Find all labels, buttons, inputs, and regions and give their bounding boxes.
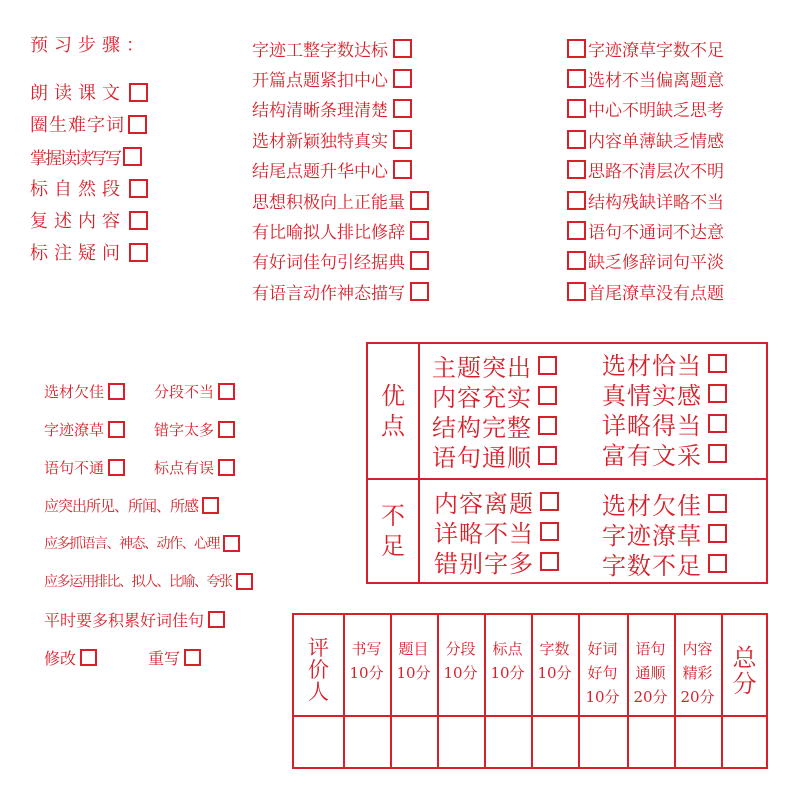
- score-column-header-text: 标点: [492, 640, 523, 658]
- shortcomings-left: [434, 486, 559, 576]
- evaluator-header-text: 评: [308, 636, 329, 660]
- merit-item: 主题突出: [432, 353, 532, 382]
- weakness-item: [567, 246, 724, 276]
- evaluator-header-text: 人: [308, 680, 329, 704]
- strength-item: [252, 155, 429, 185]
- score-column-header: [390, 615, 437, 715]
- checkbox[interactable]: [567, 251, 586, 270]
- score-table: [292, 613, 768, 769]
- weakness-item: [567, 215, 724, 245]
- shortcoming-label-char: 不: [381, 502, 405, 530]
- weakness-label: 语句不通词不达意: [588, 223, 724, 244]
- score-input-cell[interactable]: [437, 717, 484, 767]
- merit-label-char: 优: [381, 382, 405, 410]
- score-column-header-text: 语句: [635, 640, 666, 658]
- score-column-header-text: 内容: [682, 640, 713, 658]
- strength-label: 有好词佳句引经据典: [252, 253, 405, 274]
- strength-item: [252, 124, 429, 154]
- score-column-header: [484, 615, 531, 715]
- checklist-label: 字迹潦草: [44, 420, 105, 439]
- points-value: 20分: [680, 688, 715, 706]
- total-header: [721, 615, 768, 715]
- weakness-item: [567, 155, 724, 185]
- preview-item-label: 复述内容: [30, 211, 126, 232]
- points-value: 10分: [349, 664, 384, 682]
- merit-item: 详略得当: [602, 411, 702, 440]
- preview-item-label: 圈生难字词: [30, 115, 125, 136]
- shortcoming-label: [368, 480, 418, 582]
- checkbox[interactable]: [236, 573, 253, 590]
- strength-item: [252, 215, 429, 245]
- strength-item: [252, 276, 429, 306]
- checkbox[interactable]: [410, 251, 429, 270]
- checkbox[interactable]: [540, 492, 559, 511]
- strength-label: 思想积极向上正能量: [252, 192, 405, 213]
- checklist-pair: [44, 372, 253, 410]
- score-column-header-text: 通顺: [635, 664, 666, 682]
- weakness-label: 内容单薄缺乏情感: [588, 131, 724, 152]
- strength-label: 有语言动作神态描写: [252, 283, 405, 304]
- points-value: 20分: [633, 688, 668, 706]
- evaluator-header-text: 价: [308, 658, 329, 682]
- checklist-item: [44, 486, 253, 524]
- checkbox[interactable]: [129, 83, 148, 102]
- total-header-text: 总: [732, 644, 757, 672]
- score-input-cell[interactable]: [578, 717, 627, 767]
- points-value: 10分: [537, 664, 572, 682]
- checkbox[interactable]: [80, 649, 97, 666]
- checklist-label: 平时要多积累好词佳句: [44, 610, 205, 630]
- checkbox[interactable]: [708, 414, 727, 433]
- weakness-item: [567, 63, 724, 93]
- score-input-cell[interactable]: [674, 717, 721, 767]
- checkbox[interactable]: [567, 160, 586, 179]
- evaluator-header: [294, 615, 343, 715]
- preview-item-label: 标注疑问: [30, 243, 126, 264]
- strength-item: [252, 185, 429, 215]
- checkbox[interactable]: [128, 115, 147, 134]
- checkbox[interactable]: [410, 221, 429, 240]
- checkbox[interactable]: [538, 446, 557, 465]
- score-input-cell[interactable]: [343, 717, 390, 767]
- strength-item: [252, 33, 429, 63]
- checklist-item: [44, 562, 253, 600]
- merit-item: 语句通顺: [432, 443, 532, 472]
- checkbox[interactable]: [708, 524, 727, 543]
- checkbox[interactable]: [567, 39, 586, 58]
- preview-title: 预习步骤：: [30, 35, 150, 56]
- shortcoming-item: 详略不当: [434, 519, 534, 548]
- revision-checklist-stamp: [44, 372, 253, 676]
- score-column-header-text: 字数: [539, 640, 570, 658]
- checkbox[interactable]: [708, 444, 727, 463]
- merit-label: [368, 344, 418, 478]
- checkbox[interactable]: [410, 191, 429, 210]
- strength-item: [252, 246, 429, 276]
- merit-item: 真情实感: [602, 381, 702, 410]
- checkbox[interactable]: [540, 552, 559, 571]
- checkbox[interactable]: [108, 421, 125, 438]
- checklist-item: [44, 524, 253, 562]
- score-column-header-text: 分段: [445, 640, 476, 658]
- checklist-label: 分段不当: [154, 382, 215, 401]
- shortcoming-item: 错别字多: [434, 549, 534, 578]
- preview-steps-stamp: [30, 34, 230, 272]
- checkbox[interactable]: [708, 354, 727, 373]
- checklist-label: 标点有误: [154, 458, 215, 477]
- score-column-header: [531, 615, 578, 715]
- weakness-label: 首尾潦草没有点题: [588, 283, 724, 304]
- checkbox[interactable]: [567, 99, 586, 118]
- checkbox[interactable]: [208, 611, 225, 628]
- weakness-label: 结构残缺详略不当: [588, 192, 724, 213]
- weakness-label: 中心不明缺乏思考: [588, 101, 724, 122]
- score-column-header: [343, 615, 390, 715]
- checkbox[interactable]: [708, 384, 727, 403]
- shortcoming-item: 内容离题: [434, 489, 534, 518]
- score-input-cell[interactable]: [484, 717, 531, 767]
- merit-item: 结构完整: [432, 413, 532, 442]
- checkbox[interactable]: [108, 459, 125, 476]
- strength-label: 开篇点题紧扣中心: [252, 71, 388, 92]
- score-column-header: [627, 615, 674, 715]
- points-value: 10分: [490, 664, 525, 682]
- strength-label: 结构清晰条理清楚: [252, 101, 388, 122]
- checkbox[interactable]: [567, 130, 586, 149]
- checklist-pair: [44, 638, 253, 676]
- checkbox[interactable]: [184, 649, 201, 666]
- evaluator-signature-cell[interactable]: [294, 717, 343, 767]
- score-column-header: [578, 615, 627, 715]
- weakness-item: [567, 185, 724, 215]
- preview-item: [30, 232, 230, 272]
- merits-left: [432, 350, 557, 470]
- checklist-item: [44, 600, 253, 638]
- checklist-label: 选材欠佳: [44, 382, 105, 401]
- checkbox[interactable]: [129, 211, 148, 230]
- weakness-label: 选材不当偏离题意: [588, 71, 724, 92]
- checkbox[interactable]: [218, 383, 235, 400]
- score-column-header-text: 书写: [351, 640, 382, 658]
- points-value: 10分: [396, 664, 431, 682]
- strengths-stamp: [252, 33, 429, 307]
- shortcoming-label-char: 足: [381, 532, 405, 560]
- merit-label-char: 点: [381, 412, 405, 440]
- score-column-header-text: 好词: [587, 640, 618, 658]
- strength-label: 结尾点题升华中心: [252, 162, 388, 183]
- checkbox[interactable]: [393, 99, 412, 118]
- checklist-label: 重写: [148, 648, 181, 668]
- checklist-label: 错字太多: [154, 420, 215, 439]
- checkbox[interactable]: [538, 356, 557, 375]
- checkbox[interactable]: [567, 282, 586, 301]
- merit-item: 内容充实: [432, 383, 532, 412]
- shortcomings-right: [602, 488, 727, 578]
- strength-label: 有比喻拟人排比修辞: [252, 223, 405, 244]
- score-column-header: [674, 615, 721, 715]
- weaknesses-stamp: [567, 33, 724, 307]
- checkbox[interactable]: [218, 459, 235, 476]
- checkbox[interactable]: [567, 69, 586, 88]
- score-input-cell[interactable]: [627, 717, 674, 767]
- checkbox[interactable]: [708, 554, 727, 573]
- checkbox[interactable]: [129, 243, 148, 262]
- divider: [418, 344, 420, 582]
- preview-item-label: 朗读课文: [30, 83, 126, 104]
- weakness-label: 缺乏修辞词句平淡: [588, 253, 724, 274]
- checkbox[interactable]: [129, 179, 148, 198]
- checkbox[interactable]: [223, 535, 240, 552]
- checkbox[interactable]: [108, 383, 125, 400]
- checkbox[interactable]: [202, 497, 219, 514]
- checkbox[interactable]: [538, 416, 557, 435]
- checkbox[interactable]: [393, 39, 412, 58]
- points-value: 10分: [443, 664, 478, 682]
- checklist-pair: [44, 410, 253, 448]
- checkbox[interactable]: [393, 160, 412, 179]
- weakness-item: [567, 276, 724, 306]
- strength-label: 选材新颖独特真实: [252, 131, 388, 152]
- total-header-text: 分: [732, 670, 757, 698]
- checkbox[interactable]: [410, 282, 429, 301]
- checklist-label: 修改: [44, 648, 77, 668]
- divider: [368, 478, 766, 480]
- strength-label: 字迹工整字数达标: [252, 40, 388, 61]
- evaluation-box: [366, 342, 768, 584]
- merit-item: 富有文采: [602, 441, 702, 470]
- shortcoming-item: 字迹潦草: [602, 521, 702, 550]
- shortcoming-item: 选材欠佳: [602, 491, 702, 520]
- merits-right: [602, 348, 727, 468]
- checklist-label: 应突出所见、所闻、所感: [44, 496, 199, 515]
- score-column-header-text: 好句: [587, 664, 618, 682]
- preview-item-label: 掌握读读写写: [30, 148, 120, 169]
- weakness-label: 思路不清层次不明: [588, 162, 724, 183]
- checkbox[interactable]: [567, 221, 586, 240]
- score-input-cell[interactable]: [531, 717, 578, 767]
- strength-item: [252, 63, 429, 93]
- checklist-label: 应多抓语言、神态、动作、心理: [44, 536, 219, 552]
- weakness-item: [567, 94, 724, 124]
- checkbox[interactable]: [393, 130, 412, 149]
- checkbox[interactable]: [708, 494, 727, 513]
- checklist-label: 语句不通: [44, 458, 105, 477]
- score-column-header-text: 题目: [398, 640, 429, 658]
- checklist-pair: [44, 448, 253, 486]
- checklist-label: 应多运用排比、拟人、比喻、夸张: [44, 574, 232, 590]
- shortcoming-item: 字数不足: [602, 551, 702, 580]
- total-score-cell[interactable]: [721, 717, 768, 767]
- score-column-header: [437, 615, 484, 715]
- checkbox[interactable]: [538, 386, 557, 405]
- weakness-item: [567, 124, 724, 154]
- checkbox[interactable]: [123, 147, 142, 166]
- weakness-item: [567, 33, 724, 63]
- points-value: 10分: [585, 688, 620, 706]
- checkbox[interactable]: [540, 522, 559, 541]
- checkbox[interactable]: [218, 421, 235, 438]
- weakness-label: 字迹潦草字数不足: [588, 40, 724, 61]
- strength-item: [252, 94, 429, 124]
- score-column-header-text: 精彩: [682, 664, 713, 682]
- checkbox[interactable]: [567, 191, 586, 210]
- preview-item-label: 标自然段: [30, 179, 126, 200]
- merit-item: 选材恰当: [602, 351, 702, 380]
- score-input-cell[interactable]: [390, 717, 437, 767]
- checkbox[interactable]: [393, 69, 412, 88]
